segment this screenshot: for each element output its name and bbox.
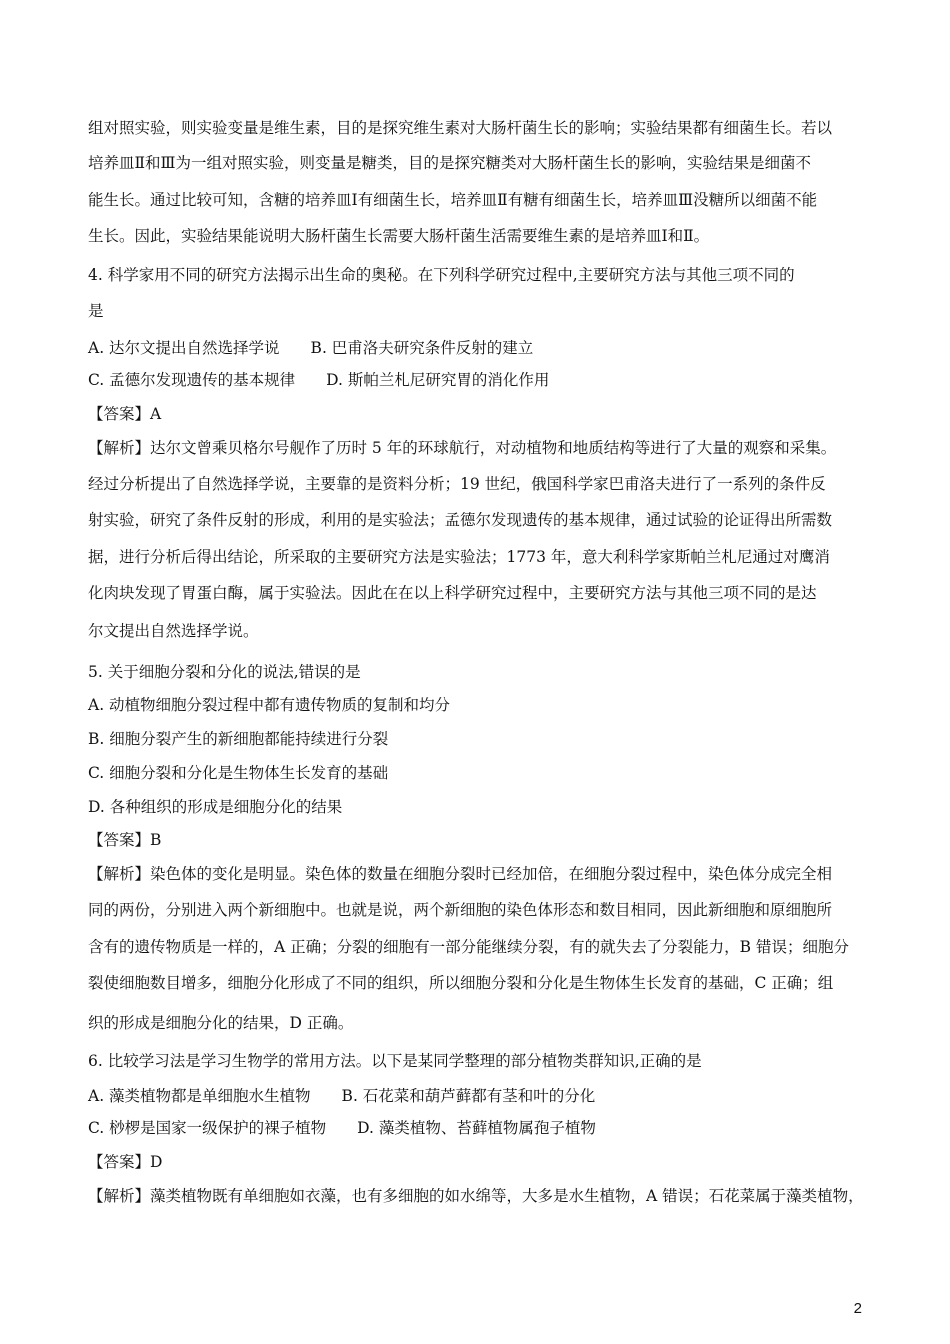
text-line: 裂使细胞数目增多，细胞分化形成了不同的组织，所以细胞分裂和分化是生物体生长发育的基础，C 正确；组 xyxy=(88,974,834,992)
question-4-stem-cont: 是 xyxy=(88,302,104,320)
question-4-options-ab: A. 达尔文提出自然选择学说 B. 巴甫洛夫研究条件反射的建立 xyxy=(88,339,534,357)
text-line: 射实验，研究了条件反射的形成，利用的是实验法；孟德尔发现遗传的基本规律，通过试验的论证得出所需数 xyxy=(88,511,833,529)
text-line: 含有的遗传物质是一样的，A 正确；分裂的细胞有一部分能继续分裂，有的就失去了分裂能力，B 错误；细胞分 xyxy=(88,938,849,956)
explanation-4: 【解析】达尔文曾乘贝格尔号舰作了历时 5 年的环球航行，对动植物和地质结构等进行了大量的观察和采集。 xyxy=(88,439,837,457)
question-5-option-a: A. 动植物细胞分裂过程中都有遗传物质的复制和均分 xyxy=(88,696,451,714)
answer-4: 【答案】A xyxy=(88,405,162,423)
text-line: 培养皿Ⅱ和Ⅲ为一组对照实验，则变量是糖类，目的是探究糖类对大肠杆菌生长的影响，实验结果是细菌不 xyxy=(88,154,811,172)
explanation-5: 【解析】染色体的变化是明显。染色体的数量在细胞分裂时已经加倍，在细胞分裂过程中，染色体分成完全相 xyxy=(88,865,833,883)
question-4-options-cd: C. 孟德尔发现遗传的基本规律 D. 斯帕兰札尼研究胃的消化作用 xyxy=(88,371,550,389)
text-line: 组对照实验，则实验变量是维生素，目的是探究维生素对大肠杆菌生长的影响；实验结果都有细菌生长。若以 xyxy=(88,119,833,137)
text-line: 尔文提出自然选择学说。 xyxy=(88,622,259,640)
text-line: 化肉块发现了胃蛋白酶，属于实验法。因此在在以上科学研究过程中，主要研究方法与其他三项不同的是达 xyxy=(88,584,817,602)
text-line: 能生长。通过比较可知，含糖的培养皿Ⅰ有细菌生长，培养皿Ⅱ有糖有细菌生长，培养皿Ⅲ没糖所以细菌不能 xyxy=(88,191,818,209)
question-5-stem: 5. 关于细胞分裂和分化的说法,错误的是 xyxy=(88,663,361,681)
page-number: 2 xyxy=(853,1300,862,1317)
question-5-option-d: D. 各种组织的形成是细胞分化的结果 xyxy=(88,798,343,816)
question-6-options-cd: C. 桫椤是国家一级保护的裸子植物 D. 藻类植物、苔藓植物属孢子植物 xyxy=(88,1119,596,1137)
text-line: 据，进行分析后得出结论，所采取的主要研究方法是实验法；1773 年，意大利科学家斯帕兰札尼通过对鹰消 xyxy=(88,548,830,566)
question-6-stem: 6. 比较学习法是学习生物学的常用方法。以下是某同学整理的部分植物类群知识,正确的是 xyxy=(88,1052,702,1070)
text-line: 同的两份，分别进入两个新细胞中。也就是说，两个新细胞的染色体形态和数目相同，因此新细胞和原细胞所 xyxy=(88,901,833,919)
answer-6: 【答案】D xyxy=(88,1153,163,1171)
text-line: 经过分析提出了自然选择学说，主要靠的是资料分析；19 世纪，俄国科学家巴甫洛夫进行了一系列的条件反 xyxy=(88,475,826,493)
question-5-option-b: B. 细胞分裂产生的新细胞都能持续进行分裂 xyxy=(88,730,389,748)
text-line: 织的形成是细胞分化的结果，D 正确。 xyxy=(88,1014,354,1032)
text-line: 生长。因此，实验结果能说明大肠杆菌生长需要大肠杆菌生活需要维生素的是培养皿Ⅰ和Ⅱ。 xyxy=(88,227,710,245)
question-5-option-c: C. 细胞分裂和分化是生物体生长发育的基础 xyxy=(88,764,389,782)
explanation-6: 【解析】藻类植物既有单细胞如衣藻，也有多细胞的如水绵等，大多是水生植物，A 错误；石花菜属于藻类植物， xyxy=(88,1187,864,1205)
question-4-stem: 4. 科学家用不同的研究方法揭示出生命的奥秘。在下列科学研究过程中,主要研究方法与其他三项不同的 xyxy=(88,266,795,284)
answer-5: 【答案】B xyxy=(88,831,162,849)
question-6-options-ab: A. 藻类植物都是单细胞水生植物 B. 石花菜和葫芦藓都有茎和叶的分化 xyxy=(88,1087,596,1105)
